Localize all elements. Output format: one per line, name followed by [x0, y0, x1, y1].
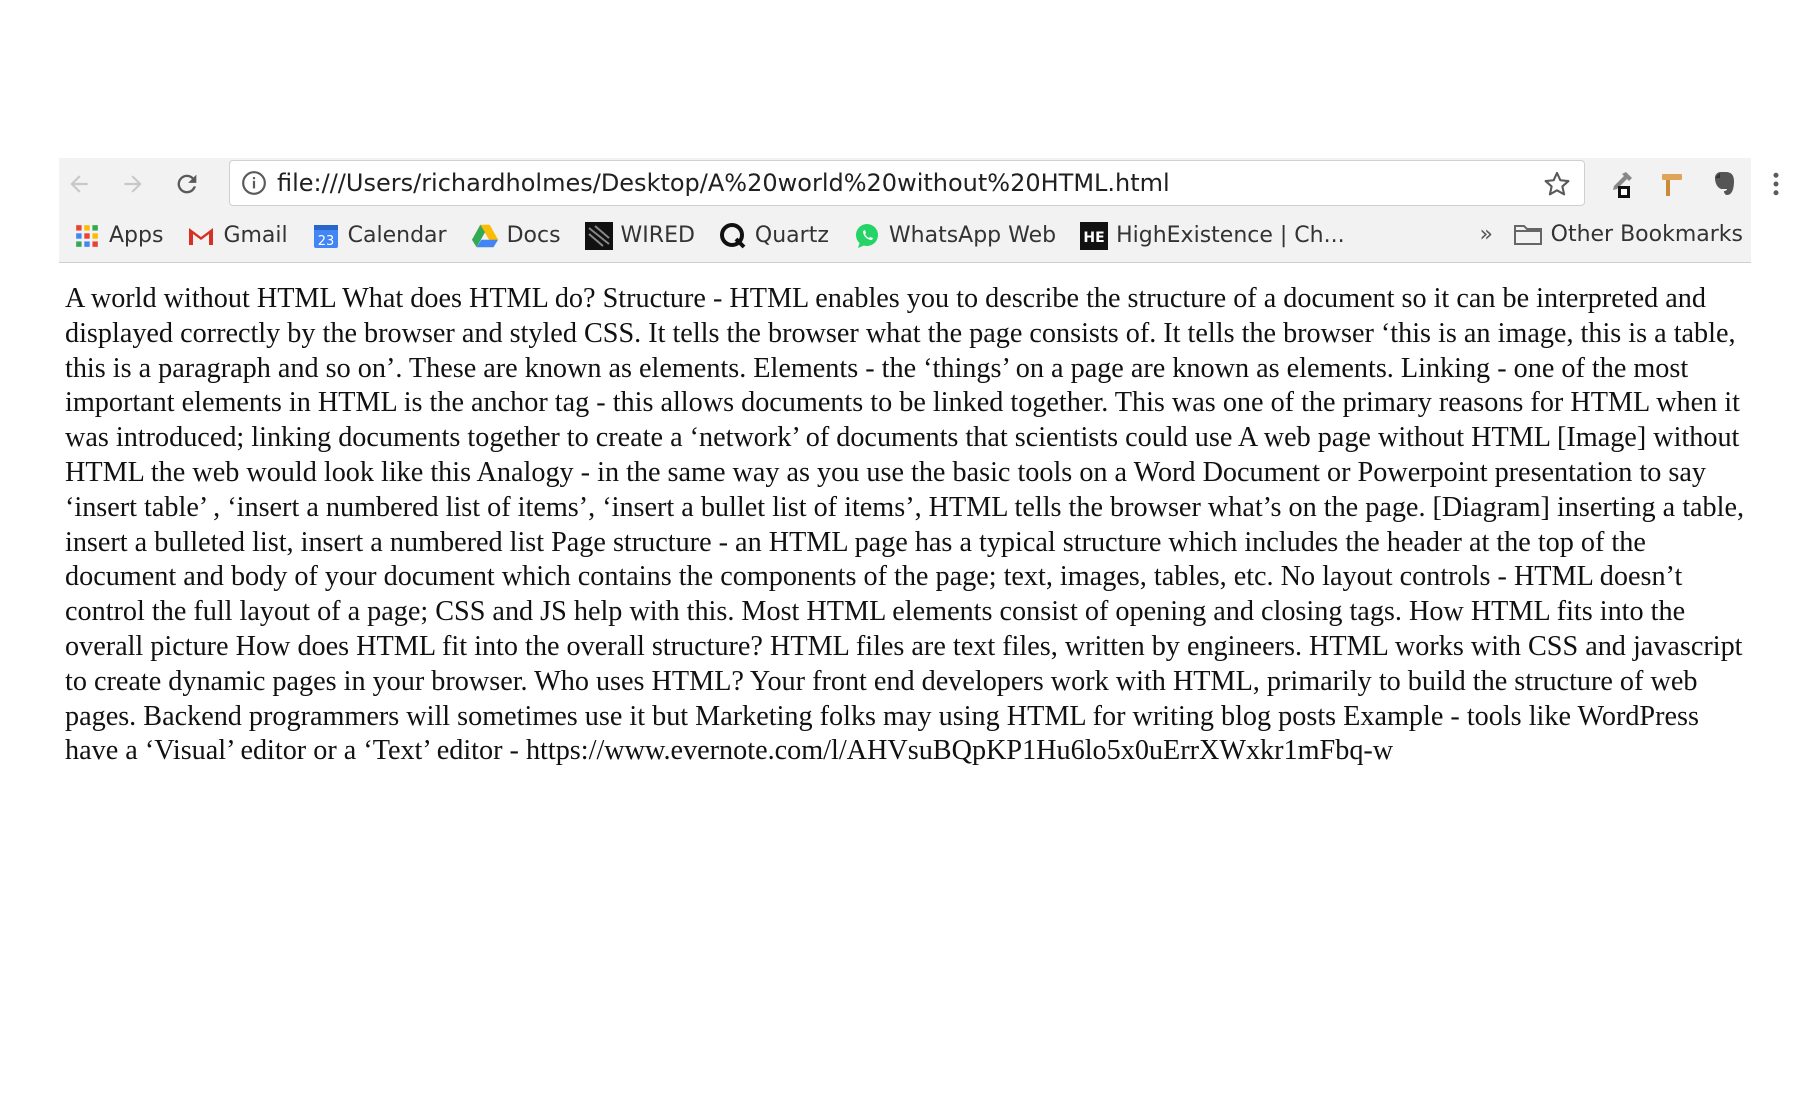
svg-text:23: 23 [317, 234, 334, 249]
highexistence-icon [1080, 222, 1108, 250]
calendar-icon [312, 222, 340, 250]
evernote-icon[interactable] [1703, 163, 1745, 205]
forward-button[interactable] [113, 164, 153, 204]
reload-icon [173, 170, 201, 198]
bookmark-highexistence[interactable] [1080, 222, 1344, 250]
drive-icon [471, 222, 499, 250]
bookmark-label: HighExistence | Ch... [1116, 223, 1345, 248]
browser-window [59, 158, 1751, 263]
bookmark-quartz[interactable] [719, 222, 829, 250]
url-input[interactable] [277, 169, 1477, 197]
bookmark-label: Docs [506, 223, 561, 248]
browser-toolbar [59, 158, 1751, 210]
back-arrow-icon [66, 171, 92, 197]
bookmark-gmail[interactable] [187, 222, 287, 250]
gmail-icon [187, 222, 215, 250]
quartz-icon [719, 222, 747, 250]
apps-grid-icon [73, 222, 101, 250]
reload-button[interactable] [167, 164, 207, 204]
other-bookmarks-button[interactable] [1513, 221, 1743, 249]
address-bar[interactable] [229, 160, 1585, 206]
bookmark-label: Quartz [754, 223, 829, 248]
bookmark-wired[interactable] [585, 222, 695, 250]
svg-text:HE: HE [1083, 230, 1105, 246]
bookmark-label: WhatsApp Web [888, 223, 1057, 248]
wired-icon [585, 222, 613, 250]
page-body-text: A world without HTML What does HTML do? Structure - HTML enables you to describe the structure of a document so it can be interpreted and displayed correctly by the browser and styled CSS. It tells the browser what the page consists of. It tells the browser ‘this is an image, this is a table, this is a paragraph and so on’. These are known as elements. Elements - the ‘things’ on a page are known as elements. Linking - one of the most important elements in HTML is the anchor tag - this allows documents to be linked together. This was one of the primary reasons for HTML when it was introduced; linking documents together to create a ‘network’ of documents that scientists could use A web page without HTML [Image] without HTML the web would look like this Analogy - in the same way as you use the basic tools on a Word Document or Powerpoint presentation to say ‘insert table’ , ‘insert a numbered list of items’, ‘insert a bullet list of items’, HTML tells the browser what’s on the page. [Diagram] inserting a table, insert a bulleted list, insert a numbered list Page structure - an HTML page has a typical structure which includes the header at the top of the document and body of your document which contains the components of the page; text, images, tables, etc. No layout controls - HTML doesn’t control the full layout of a page; CSS and JS help with this. Most HTML elements consist of opening and closing tags. How HTML fits into the overall picture How does HTML fit into the overall structure? HTML files are text files, written by engineers. HTML works with CSS and javascript to create dynamic pages in your browser. Who uses HTML? Your front end developers work with HTML, primarily to build the structure of web pages. Backend programmers will sometimes use it but Marketing folks may using HTML for writing blog posts Example - tools like WordPress have a ‘Visual’ editor or a ‘Text’ editor - https://www.evernote.com/l/AHVsuBQpKP1Hu6lo5x0uErrXWxkr1mFbq-w [65, 283, 1745, 767]
info-icon[interactable] [239, 168, 269, 198]
bookmark-label: Gmail [223, 223, 288, 248]
extensions-area [1599, 158, 1800, 210]
bookmark-label: WIRED [620, 223, 695, 248]
bookmark-label: Calendar [347, 223, 447, 248]
hammer-extension-icon[interactable] [1651, 163, 1693, 205]
back-button[interactable] [59, 164, 99, 204]
bookmark-label: Apps [109, 223, 164, 248]
whatsapp-icon [853, 222, 881, 250]
star-icon[interactable] [1542, 169, 1572, 199]
kebab-menu-icon[interactable] [1755, 163, 1797, 205]
eyedropper-extension-icon[interactable] [1599, 163, 1641, 205]
bookmark-docs[interactable] [471, 222, 561, 250]
forward-arrow-icon [120, 171, 146, 197]
bookmark-calendar[interactable] [312, 222, 447, 250]
bookmark-whatsapp[interactable] [853, 222, 1056, 250]
bookmarks-bar [59, 210, 1751, 263]
bookmarks-overflow-chevron[interactable]: » [1479, 222, 1493, 247]
bookmark-apps[interactable] [73, 222, 163, 250]
other-bookmarks-label: Other Bookmarks [1550, 222, 1743, 247]
folder-icon [1513, 221, 1543, 249]
